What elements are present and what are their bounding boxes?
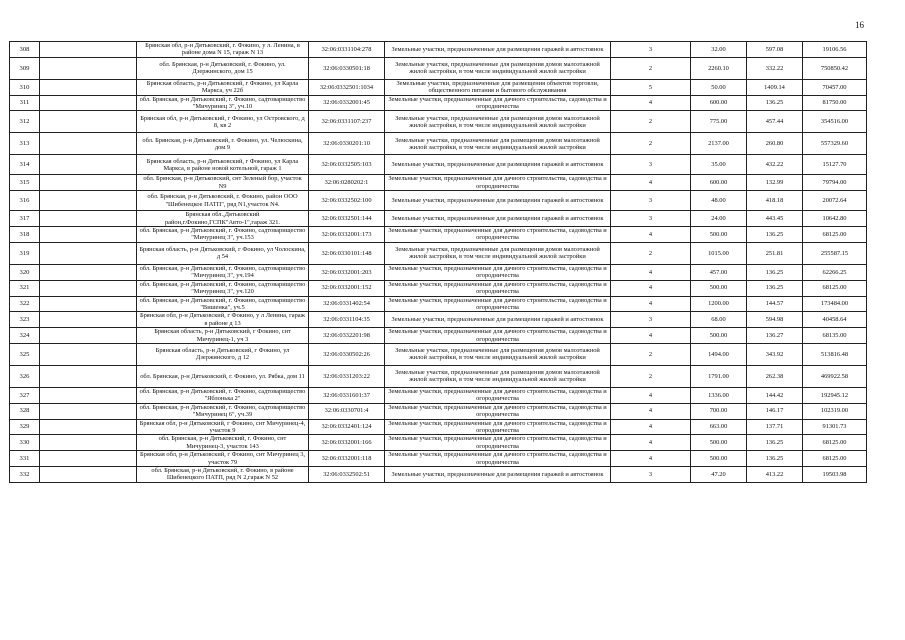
group-cell: 4	[611, 227, 691, 243]
blank-cell	[40, 387, 137, 403]
area-cell: 700.00	[691, 403, 747, 419]
specific-value-cell: 343.92	[747, 343, 803, 365]
land-use-cell: Земельные участки, предназначенные для дачного строительства, садоводства и огородничества	[385, 435, 611, 451]
row-number-cell: 308	[10, 42, 40, 58]
address-cell: обл. Брянская, р-н Дятьковский, снт Зеленый бор, участок N9	[137, 175, 309, 191]
address-cell: обл. Брянская, р-н Дятьковский, г. Фокино, снт Мичуринец-3, участок 143	[137, 435, 309, 451]
blank-cell	[40, 111, 137, 133]
land-use-cell: Земельные участки, предназначенные для размещения домов малоэтажной жилой застройки, в том числе индивидуальной жилой застройки	[385, 343, 611, 365]
area-cell: 47.20	[691, 467, 747, 483]
specific-value-cell: 136.25	[747, 451, 803, 467]
row-number-cell: 318	[10, 227, 40, 243]
land-use-cell: Земельные участки, предназначенные для размещения гаражей и автостоянок	[385, 42, 611, 58]
cadastral-number-cell: 32:06:0332001:203	[309, 264, 385, 280]
table-row	[10, 175, 867, 191]
group-cell: 3	[611, 42, 691, 58]
table-row	[10, 79, 867, 95]
blank-cell	[40, 155, 137, 175]
address-cell: Брянская обл, р-н Дятьковский, г Фокино, ул Островского, д 8, кв 2	[137, 111, 309, 133]
land-use-cell: Земельные участки, предназначенные для размещения домов малоэтажной жилой застройки, в том числе индивидуальной жилой застройки	[385, 242, 611, 264]
table-row	[10, 57, 867, 79]
address-cell: Брянская обл, р-н Дятьковский, г Фокино, у л Ленина, гараж в районе д 13	[137, 312, 309, 328]
group-cell: 4	[611, 419, 691, 435]
area-cell: 663.00	[691, 419, 747, 435]
group-cell: 4	[611, 435, 691, 451]
group-cell: 2	[611, 111, 691, 133]
table-row	[10, 133, 867, 155]
table-row	[10, 467, 867, 483]
land-use-cell: Земельные участки, предназначенные для размещения объектов торговли, общественного питания и бытового обслуживания	[385, 79, 611, 95]
cadastral-value-cell: 91301.73	[803, 419, 867, 435]
address-cell: обл. Брянская, р-н Дятьковский, г. Фокино, садтоварищество "Мичуринец 3", уч.10	[137, 95, 309, 111]
row-number-cell: 322	[10, 296, 40, 312]
cadastral-value-cell: 192945.12	[803, 387, 867, 403]
row-number-cell: 319	[10, 242, 40, 264]
cadastral-value-cell: 173484.00	[803, 296, 867, 312]
row-number-cell: 313	[10, 133, 40, 155]
row-number-cell: 328	[10, 403, 40, 419]
table-row	[10, 191, 867, 211]
area-cell: 1494.00	[691, 343, 747, 365]
land-use-cell: Земельные участки, предназначенные для дачного строительства, садоводства и огородничества	[385, 95, 611, 111]
cadastral-number-cell: 32:06:0330501:18	[309, 57, 385, 79]
blank-cell	[40, 343, 137, 365]
cadastral-number-cell: 32:06:0332505:103	[309, 155, 385, 175]
cadastral-value-cell: 557329.60	[803, 133, 867, 155]
blank-cell	[40, 57, 137, 79]
row-number-cell: 327	[10, 387, 40, 403]
land-use-cell: Земельные участки, предназначенные для дачного строительства, садоводства и огородничества	[385, 227, 611, 243]
area-cell: 775.00	[691, 111, 747, 133]
specific-value-cell: 136.25	[747, 264, 803, 280]
group-cell: 4	[611, 264, 691, 280]
address-cell: обл. Брянская, р-н Дятьковский, г. Фокино, ул. Рябка, дом 11	[137, 365, 309, 387]
specific-value-cell: 432.22	[747, 155, 803, 175]
table-row	[10, 365, 867, 387]
specific-value-cell: 146.17	[747, 403, 803, 419]
blank-cell	[40, 264, 137, 280]
address-cell: Брянская обл, р-н Дятьковский, г Фокино, снт Мичуринец-4, участок 9	[137, 419, 309, 435]
cadastral-value-cell: 68125.00	[803, 435, 867, 451]
cadastral-value-cell: 469922.58	[803, 365, 867, 387]
table-row	[10, 419, 867, 435]
cadastral-number-cell: 32:06:0332502:100	[309, 191, 385, 211]
area-cell: 48.00	[691, 191, 747, 211]
specific-value-cell: 594.98	[747, 312, 803, 328]
row-number-cell: 311	[10, 95, 40, 111]
table-row	[10, 435, 867, 451]
cadastral-value-cell: 79794.00	[803, 175, 867, 191]
area-cell: 1336.00	[691, 387, 747, 403]
group-cell: 2	[611, 57, 691, 79]
group-cell: 2	[611, 133, 691, 155]
cadastral-value-cell: 19503.98	[803, 467, 867, 483]
address-cell: Брянская область, р-н Дятьковский, г Фокино, снт Мичуринец-1, уч 3	[137, 328, 309, 344]
blank-cell	[40, 242, 137, 264]
cadastral-number-cell: 32:06:0332201:98	[309, 328, 385, 344]
group-cell: 4	[611, 175, 691, 191]
cadastral-value-cell: 102319.00	[803, 403, 867, 419]
address-cell: Брянская область, р-н Дятьковский, г Фокино, ул Дзержинского, д 12	[137, 343, 309, 365]
area-cell: 35.00	[691, 155, 747, 175]
cadastral-value-cell: 19106.56	[803, 42, 867, 58]
table-row	[10, 403, 867, 419]
area-cell: 500.00	[691, 435, 747, 451]
area-cell: 1791.00	[691, 365, 747, 387]
address-cell: обл. Брянская, р-н Дятьковский, г. Фокино, садтоварищество "Мичуринец 3", уч.153	[137, 227, 309, 243]
cadastral-number-cell: 32:06:0332501:144	[309, 211, 385, 227]
table-row	[10, 451, 867, 467]
group-cell: 4	[611, 95, 691, 111]
row-number-cell: 316	[10, 191, 40, 211]
blank-cell	[40, 227, 137, 243]
area-cell: 457.00	[691, 264, 747, 280]
specific-value-cell: 132.99	[747, 175, 803, 191]
table-row	[10, 211, 867, 227]
cadastral-number-cell: 32:06:0332001:152	[309, 280, 385, 296]
cadastral-number-cell: 32:06:0331203:22	[309, 365, 385, 387]
page-number: 16	[855, 20, 864, 30]
cadastral-number-cell: 32:06:0331104:278	[309, 42, 385, 58]
cadastral-value-cell: 255587.15	[803, 242, 867, 264]
cadastral-number-cell: 32:06:0331402:54	[309, 296, 385, 312]
specific-value-cell: 136.25	[747, 95, 803, 111]
specific-value-cell: 332.22	[747, 57, 803, 79]
group-cell: 2	[611, 365, 691, 387]
cadastral-value-cell: 68125.00	[803, 451, 867, 467]
group-cell: 3	[611, 191, 691, 211]
table-row	[10, 387, 867, 403]
address-cell: Брянская обл, р-н Дятьковский, г Фокино, снт Мичуринец 3, участок 79	[137, 451, 309, 467]
row-number-cell: 312	[10, 111, 40, 133]
land-use-cell: Земельные участки, предназначенные для размещения гаражей и автостоянок	[385, 312, 611, 328]
group-cell: 4	[611, 451, 691, 467]
address-cell: обл. Брянская, р-н Дятьковский, г. Фокино, садтоварищество "Яблонька 2"	[137, 387, 309, 403]
land-use-cell: Земельные участки, предназначенные для дачного строительства, садоводства и огородничества	[385, 175, 611, 191]
land-use-cell: Земельные участки, предназначенные для дачного строительства, садоводства и огородничества	[385, 296, 611, 312]
land-use-cell: Земельные участки, предназначенные для дачного строительства, садоводства и огородничества	[385, 280, 611, 296]
specific-value-cell: 144.42	[747, 387, 803, 403]
group-cell: 4	[611, 280, 691, 296]
area-cell: 600.00	[691, 175, 747, 191]
address-cell: обл. Брянская, р-н Дятьковский, г. Фокино, в районе Шибенецкого ПАТП, ряд N 2,гараж N 52	[137, 467, 309, 483]
land-use-cell: Земельные участки, предназначенные для размещения домов малоэтажной жилой застройки, в том числе индивидуальной жилой застройки	[385, 57, 611, 79]
cadastral-number-cell: 32:06:0332001:45	[309, 95, 385, 111]
table-row	[10, 328, 867, 344]
table-row	[10, 42, 867, 58]
specific-value-cell: 262.38	[747, 365, 803, 387]
address-cell: обл. Брянская, р-н Дятьковский, г. Фокино, садтоварищество "Мичуринец 3", уч.120	[137, 280, 309, 296]
blank-cell	[40, 403, 137, 419]
address-cell: обл. Брянская, р-н Дятьковский, г. Фокино, ул. Дзержинского, дом 15	[137, 57, 309, 79]
row-number-cell: 317	[10, 211, 40, 227]
blank-cell	[40, 451, 137, 467]
table-body	[10, 42, 867, 483]
specific-value-cell: 144.57	[747, 296, 803, 312]
specific-value-cell: 137.71	[747, 419, 803, 435]
group-cell: 4	[611, 403, 691, 419]
land-use-cell: Земельные участки, предназначенные для дачного строительства, садоводства и огородничества	[385, 387, 611, 403]
land-use-cell: Земельные участки, предназначенные для дачного строительства, садоводства и огородничества	[385, 419, 611, 435]
land-use-cell: Земельные участки, предназначенные для дачного строительства, садоводства и огородничества	[385, 328, 611, 344]
area-cell: 50.00	[691, 79, 747, 95]
blank-cell	[40, 42, 137, 58]
specific-value-cell: 1409.14	[747, 79, 803, 95]
area-cell: 24.00	[691, 211, 747, 227]
land-use-cell: Земельные участки, предназначенные для дачного строительства, садоводства и огородничества	[385, 264, 611, 280]
blank-cell	[40, 328, 137, 344]
row-number-cell: 326	[10, 365, 40, 387]
row-number-cell: 324	[10, 328, 40, 344]
table-row	[10, 227, 867, 243]
blank-cell	[40, 133, 137, 155]
row-number-cell: 310	[10, 79, 40, 95]
blank-cell	[40, 280, 137, 296]
table-row	[10, 264, 867, 280]
area-cell: 600.00	[691, 95, 747, 111]
specific-value-cell: 136.25	[747, 280, 803, 296]
group-cell: 4	[611, 328, 691, 344]
cadastral-number-cell: 32:06:0331107:237	[309, 111, 385, 133]
address-cell: Брянская обл.,Дятьковский район,г.Фокино,ГСПК"Авто-1",гараж 321.	[137, 211, 309, 227]
cadastral-number-cell: 32:06:0280202:1	[309, 175, 385, 191]
blank-cell	[40, 296, 137, 312]
address-cell: Брянская область, р-н Дятьковский, г Фокино, ул Карла Маркса, в районе новой котельной, гараж 1	[137, 155, 309, 175]
cadastral-number-cell: 32:06:0332001:118	[309, 451, 385, 467]
cadastral-number-cell: 32:06:0332001:166	[309, 435, 385, 451]
cadastral-value-cell: 10642.80	[803, 211, 867, 227]
specific-value-cell: 251.81	[747, 242, 803, 264]
blank-cell	[40, 95, 137, 111]
cadastral-number-cell: 32:06:0330502:26	[309, 343, 385, 365]
cadastral-number-cell: 32:06:0330701:4	[309, 403, 385, 419]
specific-value-cell: 413.22	[747, 467, 803, 483]
blank-cell	[40, 79, 137, 95]
address-cell: обл. Брянская, р-н Дятьковский, г. Фокино, садтоварищество "Мичуринец 3", уч.194	[137, 264, 309, 280]
table-row	[10, 343, 867, 365]
cadastral-value-cell: 750850.42	[803, 57, 867, 79]
address-cell: обл. Брянская, р-н Дятьковский, г. Фокино, район ООО "Шибенецкое ПАТП", ряд N1,участок N4.	[137, 191, 309, 211]
area-cell: 2137.00	[691, 133, 747, 155]
row-number-cell: 330	[10, 435, 40, 451]
cadastral-value-cell: 62266.25	[803, 264, 867, 280]
cadastral-number-cell: 32:06:0330101:148	[309, 242, 385, 264]
group-cell: 4	[611, 296, 691, 312]
cadastral-value-table	[9, 41, 867, 483]
specific-value-cell: 443.45	[747, 211, 803, 227]
table-row	[10, 155, 867, 175]
land-use-cell: Земельные участки, предназначенные для размещения гаражей и автостоянок	[385, 467, 611, 483]
group-cell: 2	[611, 343, 691, 365]
cadastral-number-cell: 32:06:0332001:173	[309, 227, 385, 243]
table-row	[10, 242, 867, 264]
cadastral-number-cell: 32:06:0332501:1034	[309, 79, 385, 95]
cadastral-number-cell: 32:06:0332502:51	[309, 467, 385, 483]
table-row	[10, 95, 867, 111]
cadastral-value-cell: 81750.00	[803, 95, 867, 111]
group-cell: 3	[611, 211, 691, 227]
land-use-cell: Земельные участки, предназначенные для размещения домов малоэтажной жилой застройки, в том числе индивидуальной жилой застройки	[385, 111, 611, 133]
specific-value-cell: 136.27	[747, 328, 803, 344]
row-number-cell: 314	[10, 155, 40, 175]
cadastral-number-cell: 32:06:0331601:37	[309, 387, 385, 403]
cadastral-value-cell: 68125.00	[803, 280, 867, 296]
area-cell: 32.00	[691, 42, 747, 58]
blank-cell	[40, 419, 137, 435]
row-number-cell: 331	[10, 451, 40, 467]
area-cell: 500.00	[691, 328, 747, 344]
group-cell: 3	[611, 155, 691, 175]
area-cell: 1015.00	[691, 242, 747, 264]
land-use-cell: Земельные участки, предназначенные для размещения домов малоэтажной жилой застройки, в том числе индивидуальной жилой застройки	[385, 133, 611, 155]
blank-cell	[40, 191, 137, 211]
address-cell: Брянская область, р-н Дятьковский, г Фокино, ул Карла Маркса, уч 22б	[137, 79, 309, 95]
land-use-cell: Земельные участки, предназначенные для размещения домов малоэтажной жилой застройки, в том числе индивидуальной жилой застройки	[385, 365, 611, 387]
blank-cell	[40, 175, 137, 191]
address-cell: обл. Брянская, р-н Дятьковский, г. Фокино, садтоварищество "Вишенка", уч.5	[137, 296, 309, 312]
blank-cell	[40, 467, 137, 483]
area-cell: 500.00	[691, 451, 747, 467]
row-number-cell: 315	[10, 175, 40, 191]
row-number-cell: 321	[10, 280, 40, 296]
address-cell: Брянская обл, р-н Дятьковский, г. Фокино, у л. Ленина, в районе дома N 15, гараж N 13	[137, 42, 309, 58]
blank-cell	[40, 435, 137, 451]
cadastral-number-cell: 32:06:0331104:35	[309, 312, 385, 328]
cadastral-value-cell: 354516.00	[803, 111, 867, 133]
specific-value-cell: 136.25	[747, 435, 803, 451]
cadastral-value-cell: 20072.64	[803, 191, 867, 211]
row-number-cell: 325	[10, 343, 40, 365]
cadastral-value-cell: 68135.00	[803, 328, 867, 344]
blank-cell	[40, 365, 137, 387]
table-row	[10, 111, 867, 133]
row-number-cell: 332	[10, 467, 40, 483]
group-cell: 3	[611, 467, 691, 483]
specific-value-cell: 418.18	[747, 191, 803, 211]
land-use-cell: Земельные участки, предназначенные для дачного строительства, садоводства и огородничества	[385, 451, 611, 467]
cadastral-value-cell: 15127.70	[803, 155, 867, 175]
cadastral-number-cell: 32:06:0332401:124	[309, 419, 385, 435]
group-cell: 2	[611, 242, 691, 264]
land-use-cell: Земельные участки, предназначенные для размещения гаражей и автостоянок	[385, 211, 611, 227]
specific-value-cell: 597.08	[747, 42, 803, 58]
land-use-cell: Земельные участки, предназначенные для дачного строительства, садоводства и огородничества	[385, 403, 611, 419]
group-cell: 4	[611, 387, 691, 403]
address-cell: обл. Брянская, р-н Дятьковский, г. Фокино, садтоварищество "Мичуринец 6", уч.39	[137, 403, 309, 419]
area-cell: 68.00	[691, 312, 747, 328]
cadastral-value-cell: 40458.64	[803, 312, 867, 328]
group-cell: 5	[611, 79, 691, 95]
address-cell: Брянская область, р-н Дятьковский, г Фокино, ул Чолоскина, д 54	[137, 242, 309, 264]
table-row	[10, 296, 867, 312]
cadastral-number-cell: 32:06:0330201:10	[309, 133, 385, 155]
land-use-cell: Земельные участки, предназначенные для размещения гаражей и автостоянок	[385, 155, 611, 175]
cadastral-value-cell: 68125.00	[803, 227, 867, 243]
area-cell: 2260.10	[691, 57, 747, 79]
area-cell: 500.00	[691, 280, 747, 296]
row-number-cell: 323	[10, 312, 40, 328]
address-cell: обл. Брянская, р-н Дятьковский, г. Фокино, ул. Челюскина, дом 9	[137, 133, 309, 155]
land-use-cell: Земельные участки, предназначенные для размещения гаражей и автостоянок	[385, 191, 611, 211]
table-row	[10, 312, 867, 328]
blank-cell	[40, 312, 137, 328]
specific-value-cell: 136.25	[747, 227, 803, 243]
group-cell: 3	[611, 312, 691, 328]
cadastral-value-cell: 513816.48	[803, 343, 867, 365]
blank-cell	[40, 211, 137, 227]
row-number-cell: 320	[10, 264, 40, 280]
row-number-cell: 329	[10, 419, 40, 435]
cadastral-value-cell: 70457.00	[803, 79, 867, 95]
specific-value-cell: 457.44	[747, 111, 803, 133]
area-cell: 1200.00	[691, 296, 747, 312]
area-cell: 500.00	[691, 227, 747, 243]
table-row	[10, 280, 867, 296]
specific-value-cell: 260.80	[747, 133, 803, 155]
row-number-cell: 309	[10, 57, 40, 79]
